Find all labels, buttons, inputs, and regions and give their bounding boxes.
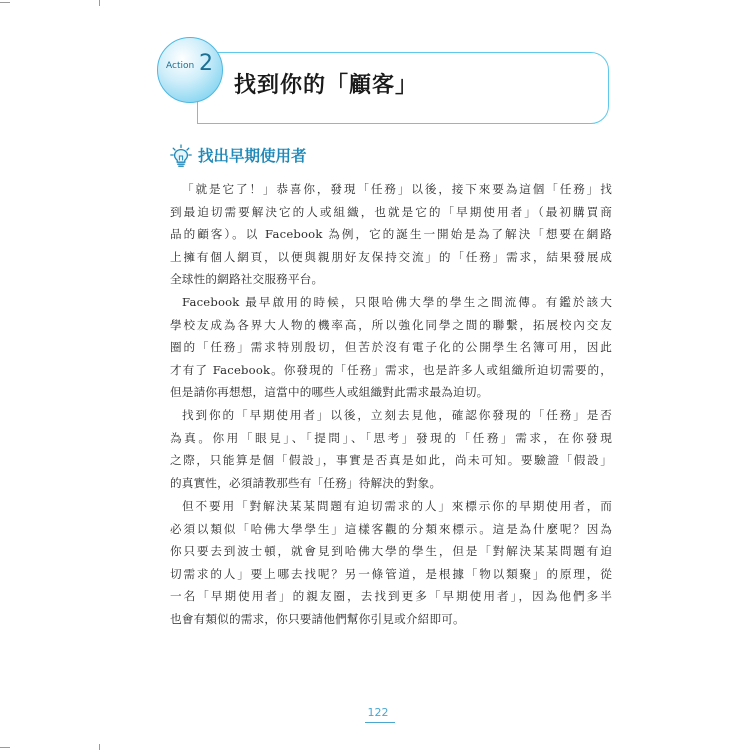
text-line: 切需求的人」要上哪去找呢？另一條管道，是根據「物以類聚」的原理，從 xyxy=(170,566,612,581)
text-line: 一名「早期使用者」的親友圈，去找到更多「早期使用者」，因為他們多半 xyxy=(170,589,612,604)
text-line: 上擁有個人網頁，以便與親朋好友保持交流」的「任務」需求，結果發展成 xyxy=(170,249,612,264)
text-line: 你只要去到波士頓，就會見到哈佛大學的學生，但是「對解決某某問題有迫 xyxy=(170,544,612,559)
action-number: 2 xyxy=(199,51,213,76)
paragraph-2 xyxy=(170,291,612,404)
lightbulb-icon xyxy=(170,144,192,168)
crop-mark xyxy=(0,2,10,3)
page-number-underline xyxy=(365,722,395,723)
paragraph-3 xyxy=(170,404,612,494)
text-line: 品的顧客）。以 Facebook 為例，它的誕生一開始是為了解決「想要在網路 xyxy=(170,227,612,242)
text-line: 必須以類似「哈佛大學學生」這樣客觀的分類來標示。這是為什麼呢？因為 xyxy=(170,521,612,536)
text-line: 到最迫切需要解決它的人或組織，也就是它的「早期使用者」（最初購買商 xyxy=(170,204,612,219)
text-line: 但是請你再想想，這當中的哪些人或組織對此需求最為迫切。 xyxy=(170,385,489,400)
crop-mark xyxy=(99,0,100,6)
text-line: 也會有類似的需求，你只要請他們幫你引見或介紹即可。 xyxy=(170,611,465,626)
page-title: 找到你的「顧客」 xyxy=(234,73,419,98)
action-label: Action xyxy=(166,61,195,71)
text-line: 「就是它了！」恭喜你，發現「任務」以後，接下來要為這個「任務」找 xyxy=(182,182,612,196)
text-line: 圈的「任務」需求特別殷切，但苦於沒有電子化的公開學生名簿可用，因此 xyxy=(170,340,612,355)
text-line: 學校友成為各界大人物的機率高，所以強化同學之間的聯繫，拓展校內交友 xyxy=(170,317,612,332)
text-line: 的真實性，必須請教那些有「任務」待解決的對象。 xyxy=(170,475,442,490)
crop-mark xyxy=(99,744,100,750)
text-line: Facebook 最早啟用的時候，只限哈佛大學的學生之間流傳。有鑑於該大 xyxy=(182,295,612,309)
paragraph-1 xyxy=(170,178,612,291)
crop-mark xyxy=(0,747,10,748)
text-line: 找到你的「早期使用者」以後，立刻去見他，確認你發現的「任務」是否 xyxy=(182,408,612,422)
page-number: 122 xyxy=(367,706,389,719)
text-line: 才有了 Facebook。你發現的「任務」需求，也是許多人或組織所迫切需要的， xyxy=(170,362,612,377)
text-line: 但不要用「對解決某某問題有迫切需求的人」來標示你的早期使用者，而 xyxy=(182,499,612,513)
paragraph-4 xyxy=(170,495,612,631)
text-line: 之際，只能算是個「假設」，事實是否真是如此，尚未可知。要驗證「假設」 xyxy=(170,453,612,468)
section-title: 找出早期使用者 xyxy=(198,147,307,165)
text-line: 全球性的網路社交服務平台。 xyxy=(170,272,324,287)
text-line: 為真。你用「眼見」、「提問」、「思考」發現的「任務」需求，在你發現 xyxy=(170,430,612,445)
